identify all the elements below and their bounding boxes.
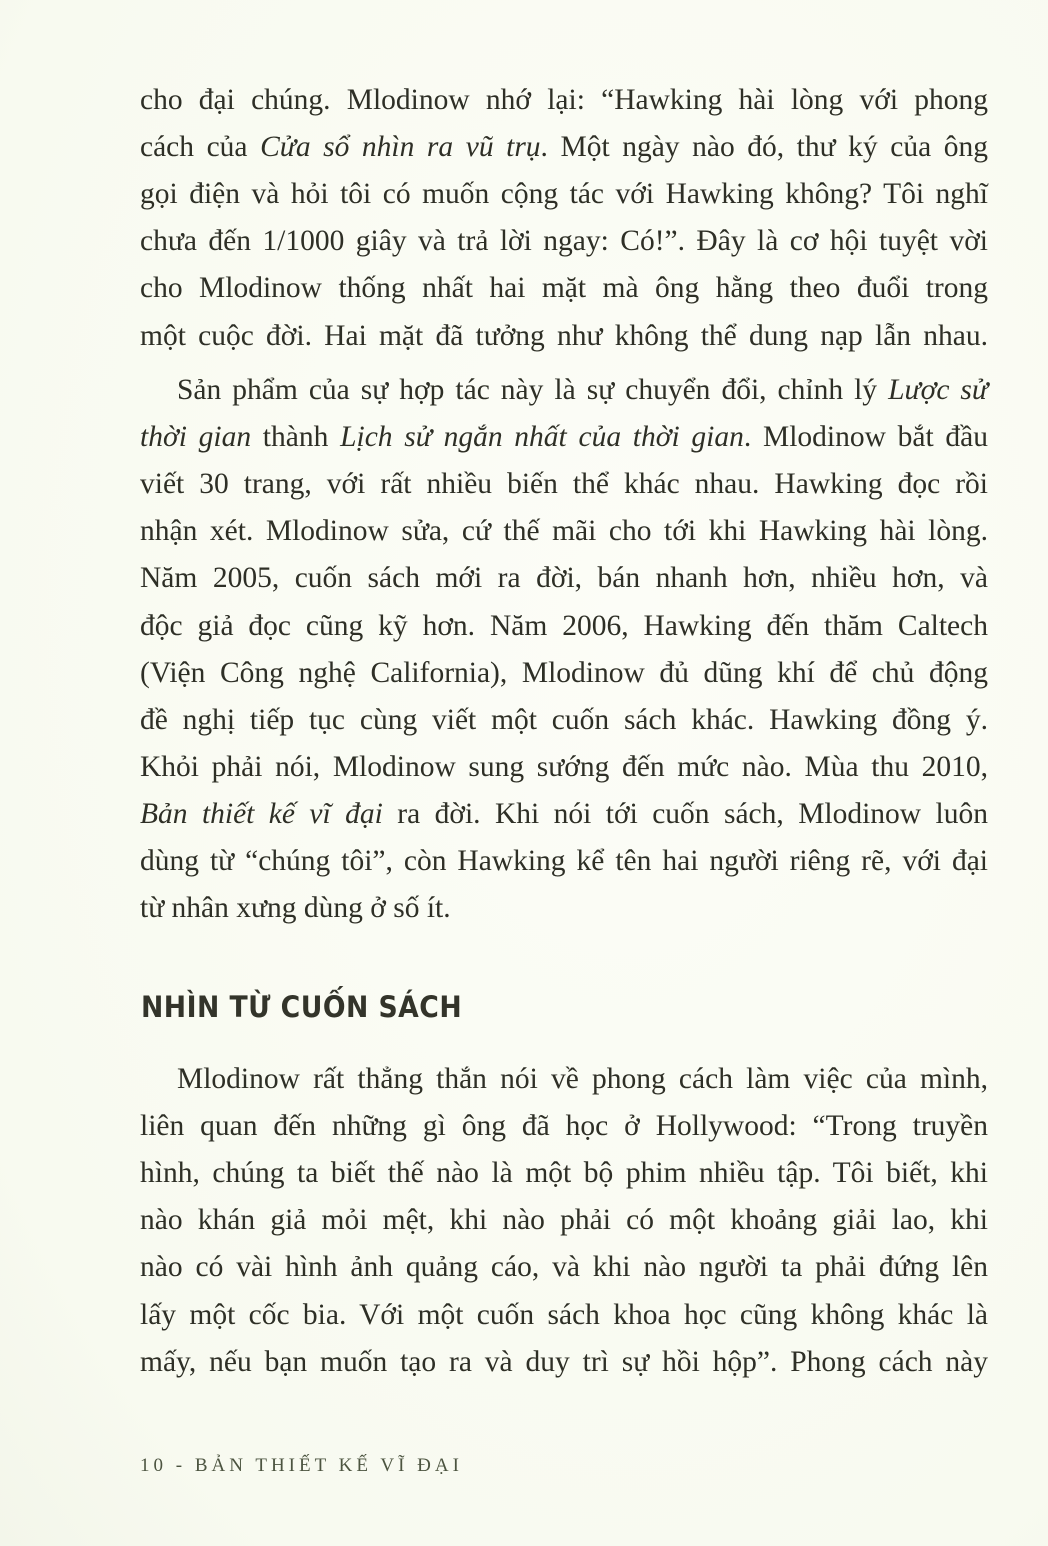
text-line xyxy=(140,268,988,308)
text-line xyxy=(140,1247,988,1287)
text-segment: Sản phẩm của sự hợp tác này là sự chuyển đổi, chỉnh lý xyxy=(177,374,889,406)
text-line xyxy=(140,1106,988,1146)
text-segment: (Viện Công nghệ California), Mlodinow đủ dũng khí để chủ động xyxy=(140,656,988,689)
italic-title: Cửa sổ nhìn ra vũ trụ xyxy=(260,131,541,164)
text-line xyxy=(140,700,988,740)
text-line xyxy=(140,1153,988,1193)
page-footer: 10 - BẢN THIẾT KẾ VĨ ĐẠI xyxy=(140,1455,463,1476)
text-line xyxy=(140,841,988,881)
text-line xyxy=(140,464,988,504)
text-segment: . Một ngày nào đó, thư ký của ông xyxy=(540,131,988,164)
text-line xyxy=(140,80,988,120)
text-segment: thành xyxy=(251,421,341,454)
italic-title: thời gian xyxy=(140,421,252,454)
text-segment: đề nghị tiếp tục cùng viết một cuốn sách khác. Hawking đồng ý. xyxy=(140,703,988,736)
text-segment: . Mlodinow bắt đầu xyxy=(743,421,989,454)
text-line xyxy=(140,653,988,693)
text-line xyxy=(140,221,988,261)
text-line xyxy=(140,747,988,787)
text-segment: Mlodinow rất thẳng thắn nói về phong cách làm việc của mình, xyxy=(177,1063,988,1095)
text-line xyxy=(140,888,988,928)
text-segment: chưa đến 1/1000 giây và trả lời ngay: Có!”. Đây là cơ hội tuyệt vời xyxy=(140,225,988,258)
text-segment: mấy, nếu bạn muốn tạo ra và duy trì sự hồi hộp”. Phong cách này xyxy=(140,1345,988,1378)
italic-title: Lược sử xyxy=(888,374,989,406)
text-line xyxy=(140,174,988,214)
text-segment: từ nhân xưng dùng ở số ít. xyxy=(140,892,451,925)
text-segment: cho đại chúng. Mlodinow nhớ lại: “Hawking hài lòng với phong xyxy=(140,84,988,116)
text-line xyxy=(140,1200,988,1240)
text-segment: Khỏi phải nói, Mlodinow sung sướng đến mức nào. Mùa thu 2010, xyxy=(140,750,988,783)
text-line xyxy=(140,511,988,551)
text-segment: viết 30 trang, với rất nhiều biến thể khác nhau. Hawking đọc rồi xyxy=(140,468,988,501)
text-line xyxy=(140,1342,988,1382)
section-heading: NHÌN TỪ CUỐN SÁCH xyxy=(141,990,463,1024)
text-segment: gọi điện và hỏi tôi có muốn cộng tác với Hawking không? Tôi nghĩ xyxy=(140,178,988,211)
text-segment: dùng từ “chúng tôi”, còn Hawking kể tên hai người riêng rẽ, với đại xyxy=(140,845,988,877)
text-line xyxy=(177,1059,988,1099)
italic-title: Lịch sử ngắn nhất của thời gian xyxy=(340,421,744,454)
text-segment: lấy một cốc bia. Với một cuốn sách khoa học cũng không khác là xyxy=(140,1298,988,1331)
text-line xyxy=(140,417,988,457)
text-line xyxy=(140,794,988,834)
text-line xyxy=(140,316,988,356)
text-line xyxy=(140,606,988,646)
text-segment: ra đời. Khi nói tới cuốn sách, Mlodinow luôn xyxy=(382,797,988,830)
text-line xyxy=(140,1295,988,1335)
text-segment: liên quan đến những gì ông đã học ở Hollywood: “Trong truyền xyxy=(140,1110,988,1143)
text-segment: nhận xét. Mlodinow sửa, cứ thế mãi cho tới khi Hawking hài lòng. xyxy=(140,515,988,548)
text-segment: nào có vài hình ảnh quảng cáo, và khi nào người ta phải đứng lên xyxy=(140,1251,988,1284)
text-segment: cách của xyxy=(140,131,261,164)
text-line xyxy=(177,370,988,410)
text-segment: nào khán giả mỏi mệt, khi nào phải có một khoảng giải lao, khi xyxy=(140,1204,988,1237)
text-segment: cho Mlodinow thống nhất hai mặt mà ông hằng theo đuổi trong xyxy=(140,272,988,305)
text-line xyxy=(140,558,988,598)
text-segment: hình, chúng ta biết thế nào là một bộ phim nhiều tập. Tôi biết, khi xyxy=(140,1157,988,1190)
text-segment: độc giả đọc cũng kỹ hơn. Năm 2006, Hawking đến thăm Caltech xyxy=(140,609,988,642)
text-segment: Năm 2005, cuốn sách mới ra đời, bán nhanh hơn, nhiều hơn, và xyxy=(140,562,988,595)
text-segment: một cuộc đời. Hai mặt đã tưởng như không thể dung nạp lẫn nhau. xyxy=(140,319,988,352)
italic-title: Bản thiết kế vĩ đại xyxy=(140,797,383,830)
text-line xyxy=(140,127,988,167)
